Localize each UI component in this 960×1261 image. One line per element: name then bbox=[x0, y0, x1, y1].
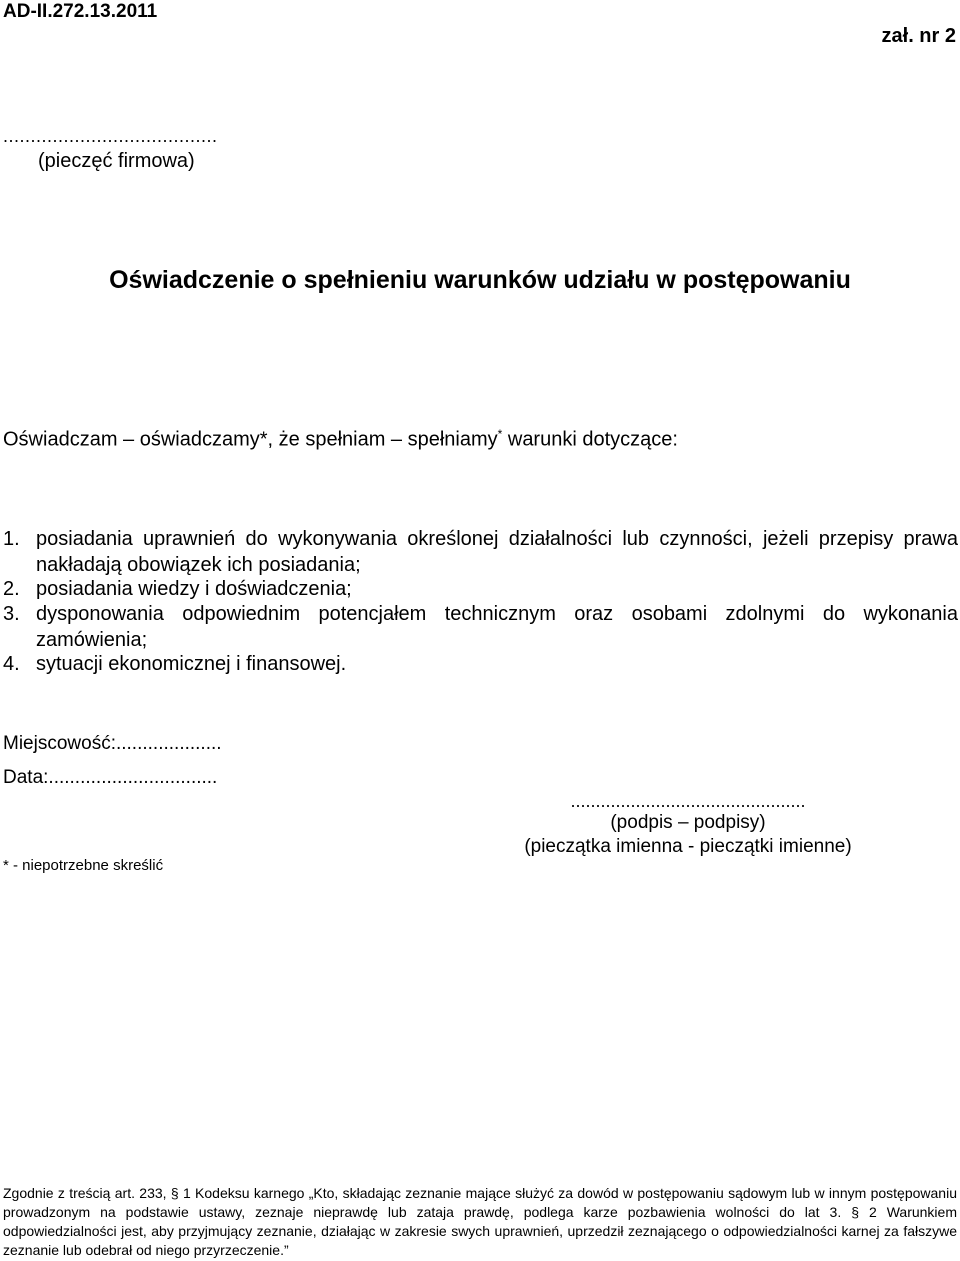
list-item-number: 3. bbox=[3, 603, 20, 625]
document-title: Oświadczenie o spełnieniu warunków udziału w postępowaniu bbox=[109, 266, 851, 294]
place-field: Miejscowość:.................... bbox=[3, 733, 222, 754]
list-item-text: posiadania wiedzy i doświadczenia; bbox=[36, 578, 352, 600]
list-item-number: 4. bbox=[3, 653, 20, 675]
signature-caption-line2: (pieczątka imienna - pieczątki imienne) bbox=[524, 836, 852, 857]
list-item bbox=[3, 526, 958, 578]
list-item-text: posiadania uprawnień do wykonywania określonej działalności lub czynności, jeżeli przepisy prawa nakładają obowiązek ich posiadania; bbox=[36, 528, 958, 576]
list-item-text: dysponowania odpowiednim potencjałem technicznym oraz osobami zdolnymi do wykonania zamówienia; bbox=[36, 603, 958, 651]
list-item-text: sytuacji ekonomicznej i finansowej. bbox=[36, 653, 347, 675]
company-seal-placeholder: ....................................... bbox=[3, 126, 218, 146]
declaration-intro bbox=[3, 427, 678, 452]
company-seal-caption: (pieczęć firmowa) bbox=[38, 150, 195, 172]
list-item-number: 2. bbox=[3, 578, 20, 600]
legal-note: Zgodnie z treścią art. 233, § 1 Kodeksu karnego „Kto, składając zeznanie mające służyć za dowód w postępowaniu sądowym lub w innym postępowaniu prowadzonym na podstawie ustawy, zeznaje nieprawdę lub zataja prawdę, podlega karze pozbawienia wolności do lat 3. § 2 Warunkiem odpowiedzialności jest, aby przyjmujący zeznanie, działając w zakresie swych uprawnień, uprzedził zeznającego o odpowiedzialności karnej za fałszywe zeznanie lub odebrał od niego przyrzeczenie.” bbox=[3, 1185, 957, 1258]
list-item bbox=[3, 601, 958, 653]
list-item bbox=[3, 576, 958, 602]
declaration-intro-text: Oświadczam – oświadczamy*, że spełniam – spełniamy bbox=[3, 428, 498, 451]
document-reference: AD-II.272.13.2011 bbox=[3, 1, 158, 22]
footnote-marker: * bbox=[497, 427, 503, 441]
signature-caption bbox=[478, 811, 898, 859]
annex-number: zał. nr 2 bbox=[881, 25, 956, 47]
footnote: * - niepotrzebne skreślić bbox=[3, 857, 164, 874]
declaration-intro-tail: warunki dotyczące: bbox=[502, 428, 678, 451]
date-field: Data:................................ bbox=[3, 767, 218, 788]
signature-caption-line1: (podpis – podpisy) bbox=[610, 812, 766, 833]
list-item bbox=[3, 651, 958, 677]
signature-placeholder: ............................................... bbox=[570, 791, 806, 811]
list-item-number: 1. bbox=[3, 528, 20, 550]
